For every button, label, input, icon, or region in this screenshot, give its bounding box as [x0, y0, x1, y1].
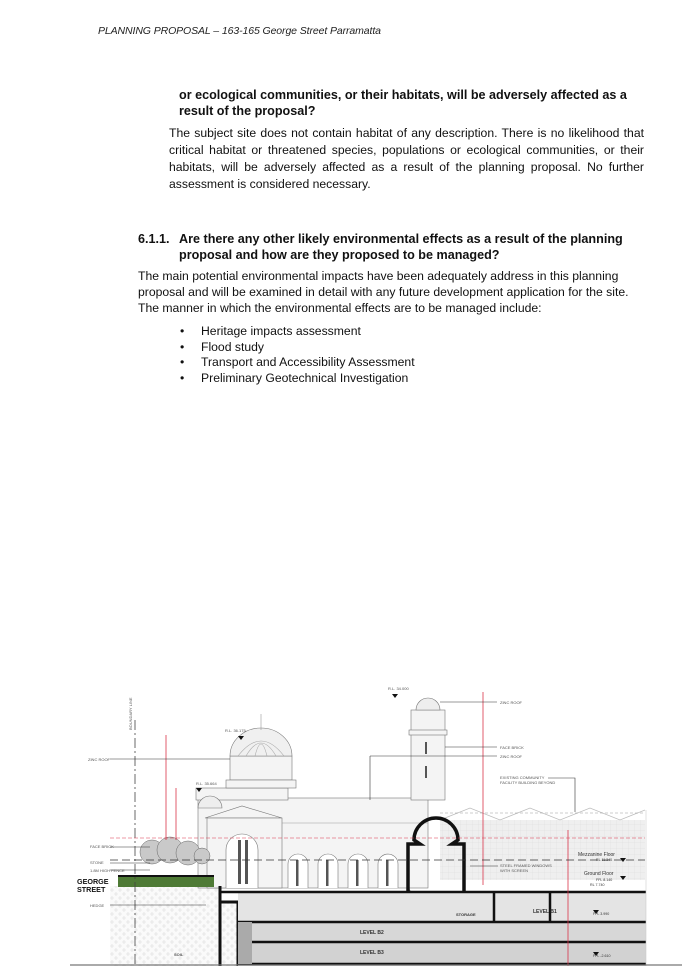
bullet-icon: • — [180, 355, 185, 370]
soil-label: SOIL — [174, 952, 184, 957]
rl-tower-label: R.L. 34.000 — [388, 686, 409, 691]
level-b3-label: LEVEL B3 — [360, 950, 384, 956]
list-item — [180, 340, 415, 356]
ground-floor-label: Ground Floor — [584, 871, 614, 877]
section-number: 6.1.1. — [138, 232, 170, 246]
management-list — [180, 324, 415, 386]
existing-facility-label: EXISTING COMMUNITY FACILITY BUILDING BEYOND — [500, 775, 556, 785]
section-drawing-svg — [70, 680, 682, 966]
steel-windows-label: STEEL FRAMED WINDOWS WITH SCREEN — [500, 863, 552, 873]
george-street-label: GEORGE STREET — [77, 877, 109, 894]
stone-label: STONE — [90, 860, 104, 865]
b3-rl: FFL -2.610 — [593, 954, 611, 958]
answer-paragraph: The subject site does not contain habitat of any description. There is no likelihood that critical habitat or threatened species, populations or ecological communities, or their habitats, will be adversely affected as a result of the planning proposal. No further assessment is considered necessary. — [169, 126, 644, 191]
mezzanine-floor-label: Mezzanine Floor — [578, 852, 615, 858]
list-item — [180, 355, 415, 371]
zinc-roof-mid-label: ZINC ROOF — [500, 754, 522, 759]
level-b2-label: LEVEL B2 — [360, 930, 384, 936]
hedge-label: HEDGE — [90, 903, 105, 908]
list-item — [180, 371, 415, 387]
list-item-text: Transport and Accessibility Assessment — [201, 355, 415, 370]
section-title: Are there any other likely environmental effects as a result of the planning proposal and how are they proposed to be managed? — [179, 232, 623, 262]
hedge — [118, 876, 214, 887]
face-brick-tower-label: FACE BRICK — [500, 745, 524, 750]
fence-label: 1.8M HIGH FENCE — [90, 868, 125, 873]
rl-dome-label: R.L. 36.175 — [225, 728, 246, 733]
b1-rl: FFL 3.990 — [593, 912, 610, 916]
basement-levels — [220, 892, 646, 966]
zinc-roof-label: ZINC ROOF — [88, 757, 110, 762]
question-continued: or ecological communities, or their habitats, will be adversely affected as a result of the proposal? — [179, 88, 627, 118]
face-brick-label: FACE BRICK — [90, 844, 114, 849]
storage-label: STORAGE — [456, 912, 476, 917]
bullet-icon: • — [180, 324, 185, 338]
rl-gable-label: R.L. 35.664 — [196, 781, 217, 786]
ground-rl: FFL 8.140 — [596, 878, 613, 882]
section-paragraph: The main potential environmental impacts have been adequately address in this planning proposal and will be examined in detail with any future development application for the site. The manner in which the environmental effects are to be managed include: — [138, 269, 629, 315]
list-item-text: Preliminary Geotechnical Investigation — [201, 370, 409, 385]
list-item — [180, 324, 415, 340]
bullet-icon: • — [180, 339, 185, 354]
bullet-icon: • — [180, 370, 185, 385]
list-item-text: Heritage impacts assessment — [201, 324, 361, 338]
level-b1-label: LEVEL B1 — [533, 909, 557, 915]
section-drawing — [70, 680, 682, 966]
mezzanine-rl: RL 11.340 — [596, 858, 613, 862]
list-item-text: Flood study — [201, 339, 265, 354]
page-header: PLANNING PROPOSAL – 163-165 George Street Parramatta — [98, 25, 381, 37]
soil-area — [110, 886, 220, 966]
boundary-line-label: BOUNDARY LINE — [128, 697, 133, 730]
zinc-roof-tower-label: ZINC ROOF — [500, 700, 522, 705]
ground-rl-2: RL 7.740 — [590, 883, 605, 887]
